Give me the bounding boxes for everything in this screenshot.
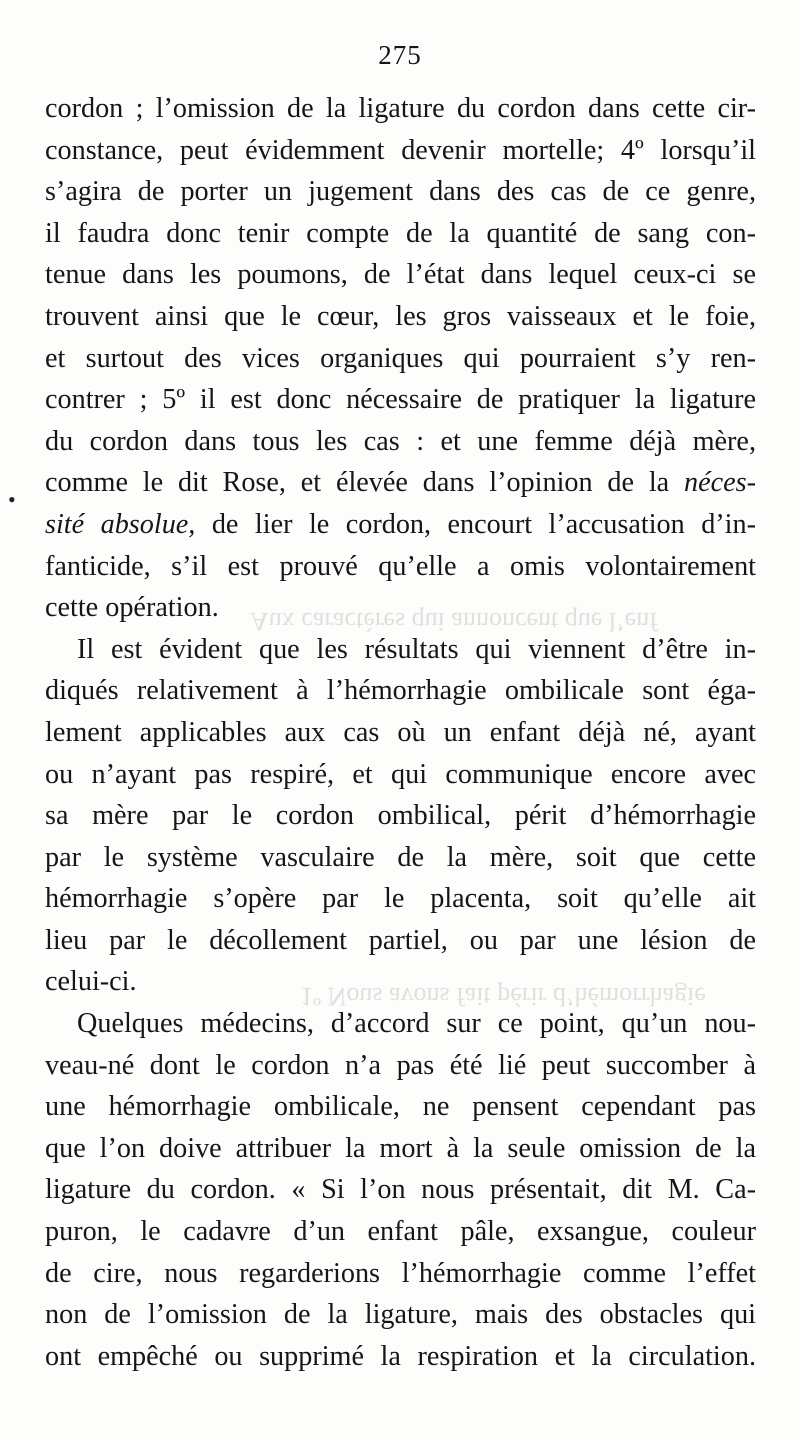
text-line: lement applicables aux cas où un enfant déjà né, ayant [45, 716, 756, 748]
text-line: cette opération. [45, 592, 219, 624]
text-line: veau-né dont le cordon n’a pas été lié peut succomber à [45, 1049, 756, 1081]
bleed-through-text: 1º Nous avons fait périr d’hémorrhagie [300, 982, 706, 1011]
text-line: non de l’omission de la ligature, mais des obstacles qui [45, 1299, 756, 1331]
italic-text: sité absolue, [45, 508, 196, 540]
text-line: hémorrhagie s’opère par le placenta, soit qu’elle ait [45, 883, 756, 915]
page-number: 275 [378, 40, 422, 70]
text-line: il faudra donc tenir compte de la quantité de sang con- [45, 217, 756, 249]
text-line: tenue dans les poumons, de l’état dans lequel ceux-ci se [45, 259, 756, 291]
text-span: de lier le cordon, encourt l’accusation d’in- [195, 508, 756, 540]
text-line: celui-ci. [45, 966, 137, 998]
text-line: et surtout des vices organiques qui pourraient s’y ren- [45, 342, 756, 374]
text-line: ligature du cordon. « Si l’on nous présentait, dit M. Ca- [45, 1174, 756, 1206]
text-line: s’agira de porter un jugement dans des cas de ce genre, [45, 176, 756, 208]
text-line: une hémorrhagie ombilicale, ne pensent cependant pas [45, 1091, 756, 1123]
text-line [45, 462, 756, 504]
text-line: constance, peut évidemment devenir mortelle; 4º lorsqu’il [45, 134, 756, 166]
text-line: Quelques médecins, d’accord sur ce point, qu’un nou- [77, 1008, 756, 1040]
margin-mark: • [8, 487, 16, 512]
text-line: lieu par le décollement partiel, ou par une lésion de [45, 924, 756, 956]
text-line: fanticide, s’il est prouvé qu’elle a omis volontairement [45, 550, 756, 582]
text-line: trouvent ainsi que le cœur, les gros vaisseaux et le foie, [45, 300, 756, 332]
text-line: Il est évident que les résultats qui viennent d’être in- [77, 633, 756, 665]
text-line: ont empêché ou supprimé la respiration et la circulation. [45, 1340, 756, 1372]
text-span: comme le dit Rose, et élevée dans l’opinion de la [45, 467, 685, 499]
text-line: puron, le cadavre d’un enfant pâle, exsangue, couleur [45, 1216, 756, 1248]
bleed-through-text: Aux caractères qui annoncent que l’enf [250, 607, 658, 636]
text-line: du cordon dans tous les cas : et une femme déjà mère, [45, 425, 756, 457]
body-text [45, 88, 756, 1377]
text-line [45, 504, 756, 546]
text-line: par le système vasculaire de la mère, soit que cette [45, 841, 756, 873]
text-line: cordon ; l’omission de la ligature du cordon dans cette cir- [45, 93, 756, 124]
text-line: que l’on doive attribuer la mort à la seule omission de la [45, 1132, 756, 1164]
text-line: ou n’ayant pas respiré, et qui communique encore avec [45, 758, 756, 790]
text-line: sa mère par le cordon ombilical, périt d’hémorrhagie [45, 800, 756, 832]
text-line: diqués relativement à l’hémorrhagie ombilicale sont éga- [45, 675, 756, 707]
text-line: contrer ; 5º il est donc nécessaire de pratiquer la ligature [45, 384, 756, 416]
italic-text: néces- [684, 467, 756, 499]
text-line: de cire, nous regarderions l’hémorrhagie comme l’effet [45, 1257, 756, 1289]
